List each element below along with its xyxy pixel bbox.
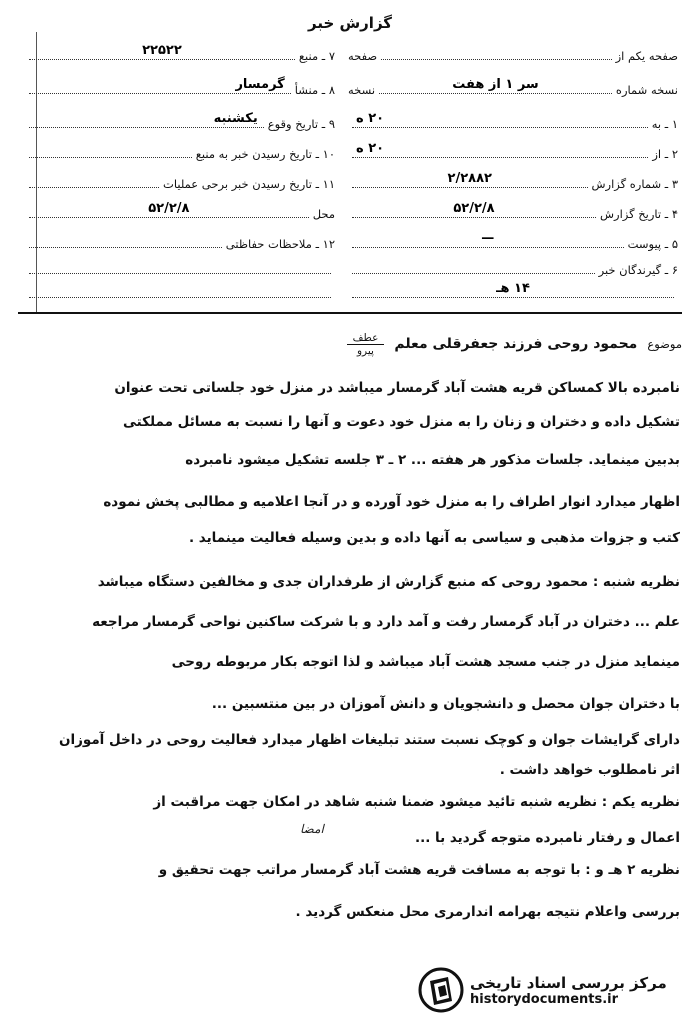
field-origin [25, 77, 335, 97]
field-label: ۹ ـ تاریخ وقوع [267, 117, 335, 131]
reference-bottom: پیرو [356, 344, 374, 357]
field-news-to-ops-date [25, 176, 335, 191]
opinion-line: بررسی واعلام نتیجه بهرامه اندارمری محل منعکس گردید . [295, 904, 680, 920]
field-recipients-value [348, 281, 678, 298]
field-value: یکشنبه [213, 111, 258, 126]
field-suffix: نسخه [348, 83, 376, 97]
field-security-notes [25, 236, 335, 251]
reference-top: عطف [347, 332, 385, 345]
body-line: با دختران جوان محصل و دانشجویان و دانش آموزان در بین منتسبین ... [211, 696, 680, 712]
field-report-date [348, 201, 678, 221]
reference-box [347, 332, 385, 357]
field-report-number [348, 171, 678, 191]
field-security-notes-line3 [25, 286, 335, 298]
field-suffix: صفحه [348, 49, 378, 63]
field-label: ۱ ـ به [651, 117, 678, 131]
field-news-to-source-date [25, 146, 335, 161]
body-line: بدبین مینماید. جلسات مذکور هر هفته ... ۲ ـ ۳ جلسه تشکیل میشود نامبرده [185, 452, 680, 468]
opinion-line: نظریه ۲ هـ و : با توجه به مسافت قریه هشت آباد گرمسار مراتب جهت تحقیق و [158, 862, 680, 878]
field-event-date [25, 111, 335, 131]
field-copy-number [348, 77, 678, 97]
body-line: نظریه شنبه : محمود روحی که منبع گزارش از طرفداران جدی و مخالفین دستگاه میباشد [97, 574, 680, 590]
field-label: ۸ ـ منشأ [294, 83, 335, 97]
field-label: ۱۰ ـ تاریخ رسیدن خبر به منبع [195, 147, 335, 161]
field-label: ۱۱ ـ تاریخ رسیدن خبر برحی عملیات [163, 177, 335, 191]
body-line: کتب و جزوات مذهبی و سیاسی به آنها داده و بدین وسیله فعالیت مینماید . [188, 530, 680, 546]
field-value: گرمسار [235, 77, 285, 92]
field-label: ۲ ـ از [652, 147, 678, 161]
field-label: ۴ ـ تاریخ گزارش [599, 207, 678, 221]
field-label: محل [312, 207, 335, 221]
field-value: ۲۲۵۲۲ [142, 43, 182, 58]
body-line: تشکیل داده و دختران و زنان را به منزل خود دعوت و آنها را نسبت به مسائل مملکتی [123, 414, 680, 430]
signature: امضا [300, 822, 324, 836]
field-value: ۲۰ ه [356, 141, 385, 156]
body-line: علم ... دختران در آباد گرمسار رفت و آمد دارد و با شرکت ساکنین نواحی گرمسار مراجعه [92, 614, 680, 630]
body-line: مینماید منزل در جنب مسجد هشت آباد میباشد و لذا اتوجه بکار مربوطه روحی [171, 654, 680, 670]
field-attachment [348, 231, 678, 251]
field-label: نسخه شماره [615, 83, 678, 97]
field-page-number [348, 48, 678, 63]
field-security-notes-line2 [25, 262, 335, 274]
field-label: ۷ ـ منبع [298, 49, 335, 63]
field-value: ۲۰ ه [356, 111, 385, 126]
field-value: — [481, 231, 495, 246]
body-line: اظهار میدارد انوار اطراف را به منزل خود آورده و در آنجا اعلامیه و مطالبی پخش نموده [103, 494, 680, 510]
field-source [25, 43, 335, 63]
field-label: ۶ ـ گیرندگان خبر [598, 263, 678, 277]
opinion-line: اعمال و رفتار نامبرده متوجه گردید با ... [414, 830, 680, 846]
subject-row [18, 322, 682, 366]
archive-logo [418, 968, 688, 1012]
field-place [25, 201, 335, 221]
body-line: نامبرده بالا کمساکن قریه هشت آباد گرمسار میباشد در منزل خود جلساتی تحت عنوان [114, 380, 680, 396]
body-line: اثر نامطلوب خواهد داشت . [499, 762, 680, 778]
subject-text: محمود روحی فرزند جعفرقلی معلم [394, 336, 638, 352]
archive-emblem-icon [418, 967, 464, 1013]
document-title: گزارش خبر [307, 14, 393, 32]
field-recipients [348, 262, 678, 277]
body-line: دارای گرایشات جوان و کوچک نسبت ستند تبلیغات اظهار میدارد فعالیت روحی در داخل آموزان [58, 732, 680, 748]
field-to [348, 111, 678, 131]
subject-label: موضوع [647, 337, 682, 351]
field-label: صفحه یکم از [615, 49, 678, 63]
field-label: ۵ ـ پیوست [627, 237, 678, 251]
archive-name: مرکز بررسی اسناد تاریخی [470, 973, 667, 992]
field-value: ۵۲/۲/۸ [453, 201, 495, 216]
field-from [348, 141, 678, 161]
field-value: ۵۲/۲/۸ [148, 201, 190, 216]
field-value: سر ۱ از هفت [452, 77, 539, 92]
archive-website: historydocuments.ir [470, 991, 619, 1007]
opinion-line: نظریه یکم : نظریه شنبه تائید میشود ضمنا شنبه شاهد در امکان جهت مراقبت از [153, 794, 680, 810]
field-value: ۲/۲۸۸۲ [447, 171, 492, 186]
field-value: ۱۴ هـ [496, 281, 530, 296]
header-divider [18, 312, 682, 314]
field-label: ۳ ـ شماره گزارش [591, 177, 678, 191]
field-label: ۱۲ ـ ملاحظات حفاظتی [225, 237, 335, 251]
